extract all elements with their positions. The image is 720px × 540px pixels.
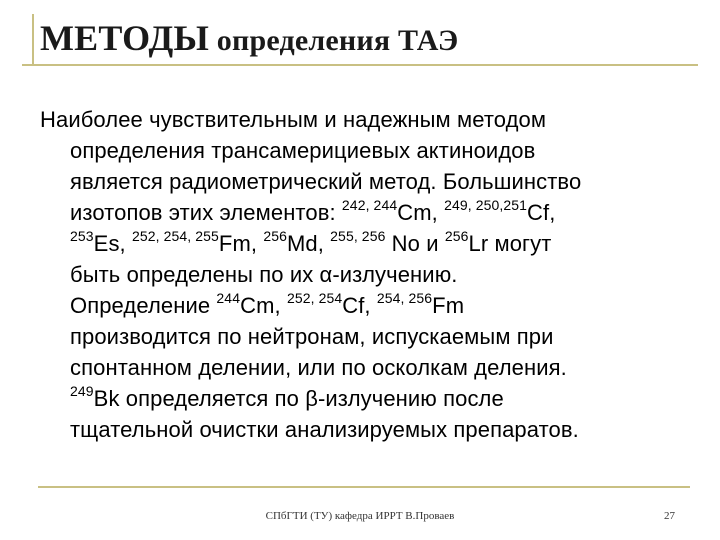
body-text (40, 104, 704, 445)
isotope-superscript: 249, 250,251 (444, 196, 528, 213)
text-span: Es, (93, 231, 132, 256)
text-span: Fm (432, 293, 465, 318)
title-frame-horizontal (22, 64, 698, 66)
text-span: Cf, (527, 200, 556, 225)
title-part-2: определения ТАЭ (209, 24, 459, 57)
page-number: 27 (664, 510, 675, 522)
body-line-2: определения трансамерициевых актиноидов (70, 138, 536, 163)
title-part-1: МЕТОДЫ (40, 18, 210, 58)
footer-caption: СПбГТИ (ТУ) кафедра ИРРТ В.Проваев (265, 510, 455, 522)
isotope-superscript: 242, 244 (341, 196, 398, 213)
text-span: изотопов этих элементов: (70, 200, 342, 225)
body-line-5 (40, 228, 704, 259)
isotope-superscript: 255, 256 (330, 227, 386, 244)
title-frame-vertical (32, 14, 34, 66)
text-span: Lr могут (468, 231, 552, 256)
isotope-superscript: 254, 256 (376, 289, 433, 306)
isotope-superscript: 244 (216, 289, 241, 306)
isotope-superscript: 252, 254 (286, 289, 343, 306)
text-span: Fm, (218, 231, 264, 256)
isotope-superscript: 252, 254, 255 (131, 227, 219, 244)
slide-title (40, 17, 458, 59)
body-line-8: производится по нейтронам, испускаемым при (70, 324, 554, 349)
body-line-4 (40, 197, 704, 228)
text-span: Md, (286, 231, 331, 256)
isotope-superscript: 249 (70, 382, 94, 399)
isotope-superscript: 253 (70, 227, 94, 244)
isotope-superscript: 256 (263, 227, 287, 244)
isotope-superscript: 256 (444, 227, 469, 244)
body-line-9: спонтанном делении, или по осколкам деления. (70, 355, 567, 380)
text-span: Определение (70, 293, 217, 318)
footer-divider (38, 486, 690, 488)
text-span: Cm, (240, 293, 287, 318)
body-line-1: Наиболее чувствительным и надежным методом (40, 107, 547, 132)
body-line-7 (40, 290, 704, 321)
text-span: Cf, (342, 293, 377, 318)
body-line-11: тщательной очистки анализируемых препаратов. (70, 417, 579, 442)
body-line-3: является радиометрический метод. Большинство (70, 169, 582, 194)
text-span: No и (385, 231, 445, 256)
body-line-10 (40, 383, 704, 414)
text-span: Bk определяется по β-излучению после (93, 386, 504, 411)
body-line-6: быть определены по их α-излучению. (70, 262, 458, 287)
text-span: Cm, (397, 200, 445, 225)
